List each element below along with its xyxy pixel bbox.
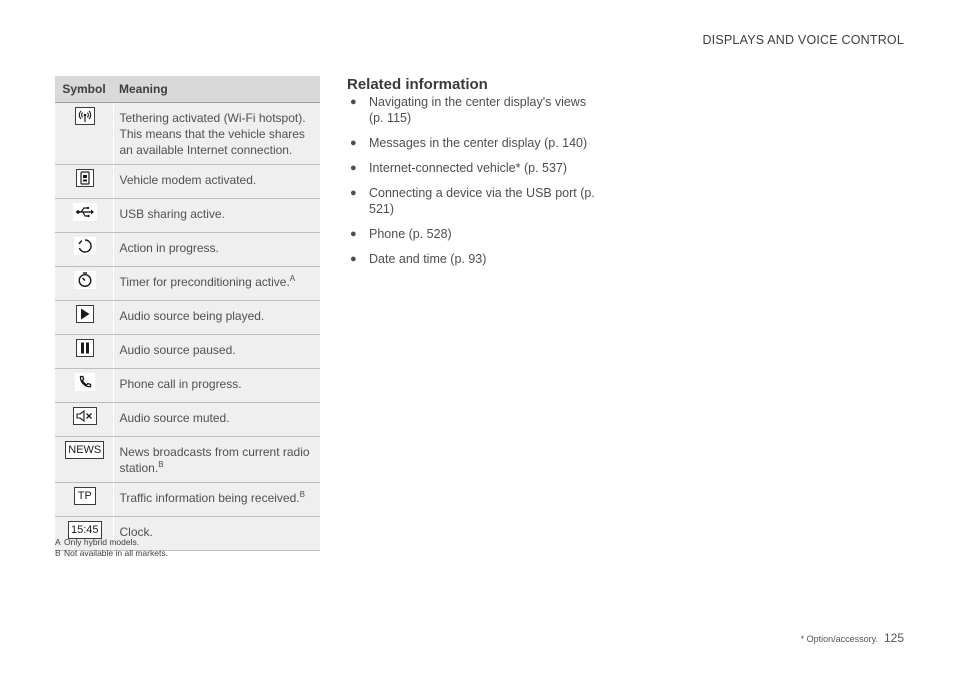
modem-icon [76,169,94,187]
table-row [55,403,320,437]
footnote-mark: B [299,490,305,499]
symbol-table [55,76,320,551]
page-number: 125 [883,631,904,645]
pause-icon [76,339,94,357]
bullet-icon: ● [350,162,357,174]
row-meaning: Clock. [119,525,153,539]
timer-icon [74,271,96,289]
tp-icon: TP [74,487,96,505]
footnote-mark: A [289,274,296,283]
bullet-icon: ● [350,228,357,240]
progress-icon [74,237,96,255]
table-row [55,165,320,199]
table-row [55,437,320,483]
footnote-text: Only hybrid models. [64,537,140,547]
row-meaning: Tethering activated (Wi-Fi hotspot). This means that the vehicle shares an available Internet connection. [119,111,306,157]
related-link[interactable] [347,185,597,217]
row-meaning: News broadcasts from current radio station. [119,445,310,475]
table-row [55,233,320,267]
table-row [55,199,320,233]
table-row [55,301,320,335]
column-header-symbol: Symbol [55,76,113,103]
bullet-icon: ● [350,96,357,108]
related-link[interactable] [347,135,597,151]
table-row [55,103,320,165]
footnote [55,548,168,559]
footnote-mark: A [55,537,61,547]
table-row [55,335,320,369]
phone-icon [75,373,95,391]
related-link[interactable] [347,251,597,267]
row-meaning: Traffic information being received. [119,491,300,505]
related-link-text[interactable]: Date and time (p. 93) [369,252,487,266]
row-meaning: Audio source paused. [119,343,236,357]
related-link-text[interactable]: Navigating in the center display's views (p. 115) [369,95,587,125]
related-link-text[interactable]: Connecting a device via the USB port (p. 521) [369,186,595,216]
row-meaning: Timer for preconditioning active. [119,275,290,289]
bullet-icon: ● [350,253,357,265]
row-meaning: Vehicle modem activated. [119,173,257,187]
related-link[interactable] [347,94,597,126]
related-link-text[interactable]: Phone (p. 528) [369,227,452,241]
news-icon: NEWS [65,441,104,459]
row-meaning: Audio source muted. [119,411,230,425]
footnotes [55,537,168,558]
related-link-text[interactable]: Messages in the center display (p. 140) [369,136,588,150]
wifi-hotspot-icon [75,107,95,125]
footnote-text: Not available in all markets. [64,547,168,558]
page-footer [801,631,904,645]
table-row [55,483,320,517]
related-link-text[interactable]: Internet-connected vehicle* (p. 537) [369,161,568,175]
bullet-icon: ● [350,137,357,149]
play-icon [76,305,94,323]
table-header-row [55,76,320,103]
usb-icon [73,203,97,221]
option-accessory-note: * Option/accessory. [800,634,878,644]
section-title: DISPLAYS AND VOICE CONTROL [702,33,904,47]
row-meaning: Audio source being played. [119,309,265,323]
mute-icon [73,407,97,425]
row-meaning: USB sharing active. [119,207,225,221]
clock-icon: 15:45 [68,521,102,539]
row-meaning: Action in progress. [119,241,219,255]
related-information-heading: Related information [347,76,488,93]
bullet-icon: ● [350,187,357,199]
related-information-list [347,94,597,276]
related-link[interactable] [347,226,597,242]
related-link[interactable] [347,160,597,176]
footnote-mark: B [55,547,61,558]
table-row [55,369,320,403]
column-header-meaning: Meaning [113,76,320,103]
row-meaning: Phone call in progress. [119,377,242,391]
footnote [55,537,168,548]
footnote-mark: B [158,460,164,469]
table-row [55,267,320,301]
